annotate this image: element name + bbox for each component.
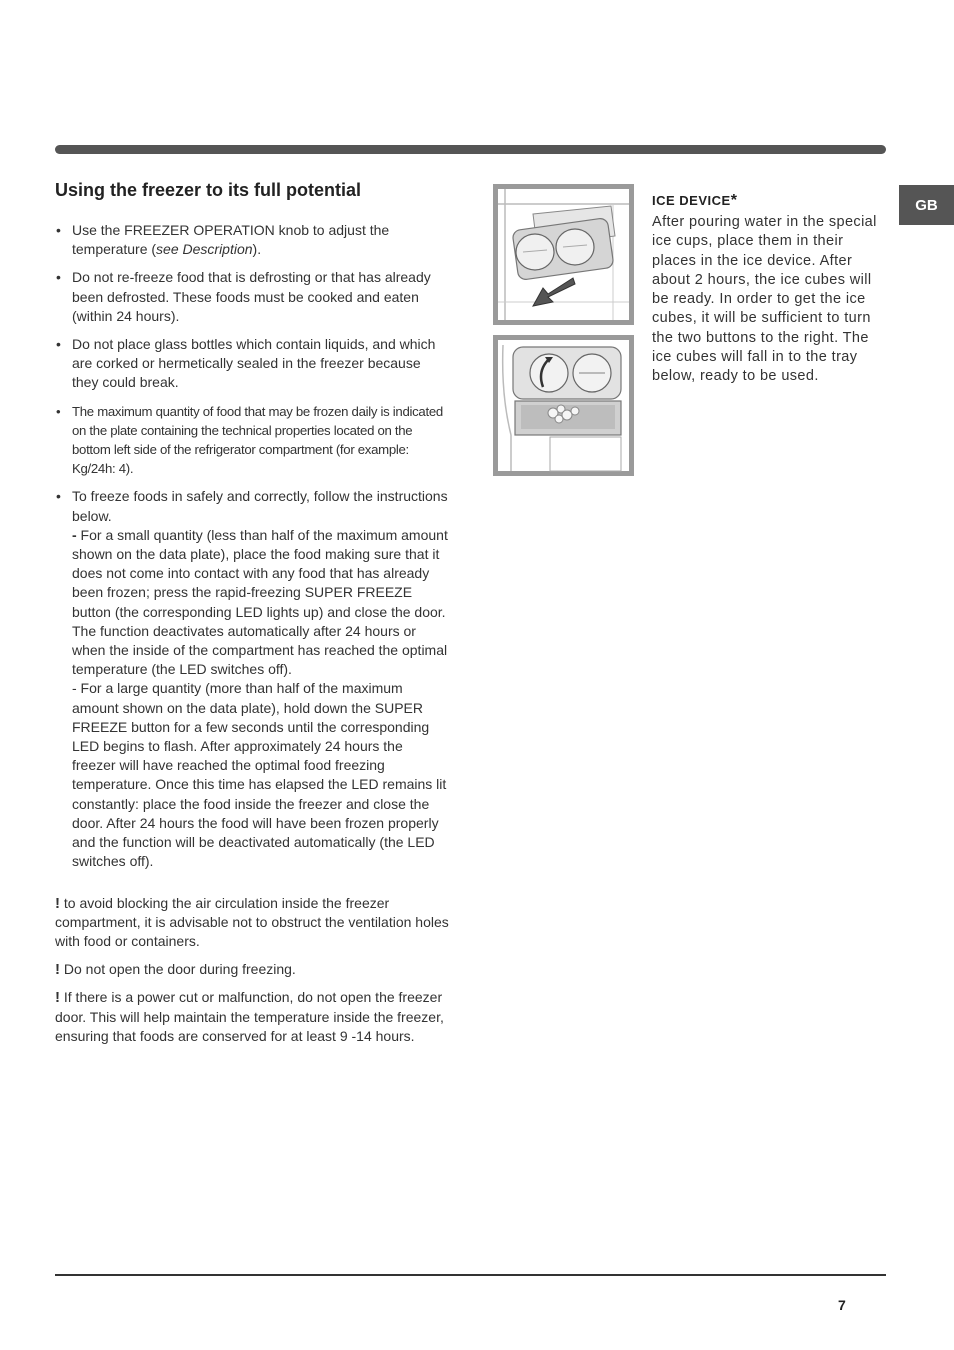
ice-device-section (652, 192, 887, 387)
page-number: 7 (838, 1297, 846, 1313)
list-item: • To freeze foods in safely and correctly, follow the instructions below. - For a small quantity (less than half of the maximum amount shown on the data plate), place the food making sure that it does not come into contact with any food that has already been frozen; press the rapid-freezing SUPER FREEZE button (the corresponding LED lights up) and close the door. The function deactivates automatically after 24 hours or when the inside of the compartment has reached the optimal temperature (the LED switches off). - For a large quantity (more than half of the maximum amount shown on the data plate), hold down the SUPER FREEZE button for a few seconds until the corresponding LED begins to flash. After approximately 24 hours the freezer will have reached the optimal food freezing temperature. Once this time has elapsed the LED remains lit constantly: place the food inside the freezer and close the door. After 24 hours the food will have been frozen properly and the function will be deactivated automatically (the LED switches off). (55, 487, 450, 871)
small-quantity-instructions: - For a small quantity (less than half of the maximum amount shown on the data plate), place the food making sure that it does not come into contact with any food that has already been frozen; press the rapid-freezing SUPER FREEZE button (the corresponding LED lights up) and close the door. The function deactivates automatically after 24 hours or when the inside of the compartment has reached the optimal temperature (the LED switches off). (72, 526, 448, 678)
list-item: • Do not place glass bottles which contain liquids, and which are corked or hermetically sealed in the freezer because they could break. (55, 335, 450, 393)
ice-cube-release-illustration (493, 335, 634, 476)
ice-tray-removal-illustration (493, 184, 634, 325)
list-item: • Use the FREEZER OPERATION knob to adjust the temperature (see Description). (55, 221, 450, 259)
large-quantity-instructions: - For a large quantity (more than half of the maximum amount shown on the data plate), hold down the SUPER FREEZE button for a few seconds until the corresponding LED begins to flash. After approximately 24 hours the freezer will have reached the optimal food freezing temperature. Once this time has elapsed the LED remains lit constantly: place the food inside the freezer and close the door. After 24 hours the food will have been frozen properly and the function will be deactivated automatically (the LED switches off). (72, 680, 447, 870)
list-item: • Do not re-freeze food that is defrosting or that has already been defrosted. These foods must be cooked and eaten (within 24 hours). (55, 268, 450, 326)
header-rule (55, 145, 886, 154)
warnings (55, 894, 450, 1046)
section-title: Using the freezer to its full potential (55, 180, 362, 200)
list-item: • The maximum quantity of food that may be frozen daily is indicated on the plate containing the technical properties located on the bottom left side of the refrigerator compartment (for example: Kg/24h: 4). (55, 402, 450, 479)
warning-note: ! Do not open the door during freezing. (55, 961, 296, 979)
main-column (55, 180, 450, 1055)
ice-device-title: ICE DEVICE* (652, 192, 738, 209)
warning-note: ! If there is a power cut or malfunction, do not open the freezer door. This will help maintain the temperature inside the freezer, ensuring that foods are conserved for at least 9 -14 hours. (55, 989, 444, 1044)
ice-device-description: After pouring water in the special ice cups, place them in their places in the ice device. After about 2 hours, the ice cubes will be ready. In order to get the ice cubes, it will be sufficient to turn the two buttons to the right. The ice cubes will fall in to the tray below, ready to be used. (652, 214, 877, 385)
footer-rule (55, 1274, 886, 1276)
warning-note: ! to avoid blocking the air circulation inside the freezer compartment, it is advisable not to obstruct the ventilation holes with food or containers. (55, 894, 449, 949)
instruction-list (55, 221, 450, 872)
language-tab: GB (899, 185, 954, 225)
